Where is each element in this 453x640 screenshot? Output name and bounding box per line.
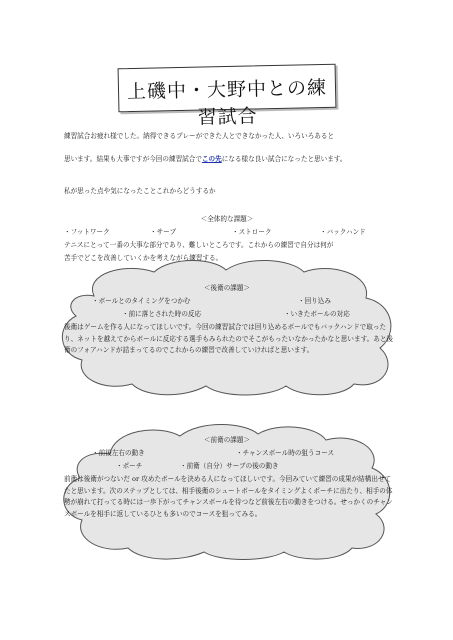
front-item-movement: ・前後左右の動き: [92, 449, 145, 457]
front-heading: ＜前衛の課題＞: [203, 436, 251, 444]
back-text: 後衛はゲームを作る人になってほしいです。今回の練習試合では回り込めるボールでもバックハンドで取ったり、ネットを越えてからボールに反応する選手もみられたのでそこがもったいなかったかなと思います。あと後衛のフォアハンドが詰まってるのでこれからの練習で改善していければと思います。: [64, 323, 394, 354]
title-box: [118, 64, 337, 129]
overall-item-stroke: ・ストローク: [232, 228, 272, 236]
back-heading: ＜後衛の課題＞: [203, 284, 251, 292]
intro-line-2-post: になる様な良い試合になったと思います。: [221, 155, 347, 163]
page-title: 上磯中・大野中との練習試合: [126, 76, 328, 129]
overall-item-serve: ・サーブ: [150, 228, 177, 236]
front-item-poach: ・ポーチ: [116, 462, 143, 470]
back-item-timing: ・ボールとのタイミングをつかむ: [92, 297, 191, 305]
front-item-course: ・チャンスボール時の狙うコース: [236, 449, 335, 457]
intro-line-1: 練習試合お疲れ様でした。納得できるプレーができた人とできなかった人、いろいろあると: [64, 132, 335, 140]
back-item-live-ball: ・いきたボールの対応: [284, 310, 350, 318]
intro-highlight: この先: [201, 155, 222, 163]
overall-item-footwork: ・フットワーク: [64, 228, 110, 236]
back-item-reaction: ・前に落とされた時の反応: [122, 310, 202, 318]
intro-line-2: [64, 154, 347, 165]
lead-text: 私が思った点や気になったことこれからどうするか: [64, 187, 216, 195]
overall-text-1: テニスにとって一番の大事な部分であり、難しいところです。これからの練習で自分は何が: [64, 241, 334, 249]
intro-line-2-pre: 思います。結果も大事ですが今回の練習試合で: [64, 155, 202, 163]
overall-text-2: 苦手でどこを改善していくかを考えながら練習する。: [64, 254, 223, 262]
overall-item-backhand: ・バックハンド: [320, 228, 366, 236]
front-item-serve-movement: ・前衛（自分）サーブの後の動き: [180, 462, 279, 470]
overall-heading: ＜全体的な課題＞: [200, 215, 254, 223]
back-item-mawarikomi: ・回り込み: [298, 297, 331, 305]
front-text: 前衛は後衛がつないだ or 攻めたボールを決める人になってほしいです。今回みていて練習の成果が結構出せてたと思います。次のステップとしては、相手後衛のシュートボールをタイミングよくポーチに出たり、相手の体勢が崩れて打ってる時には一歩下がってチャンスボールを待つなど前後左右の動きをつける。せっかくのチャンスボールを相手に返しているひとも多いのでコースを狙ってみる。: [64, 475, 393, 518]
